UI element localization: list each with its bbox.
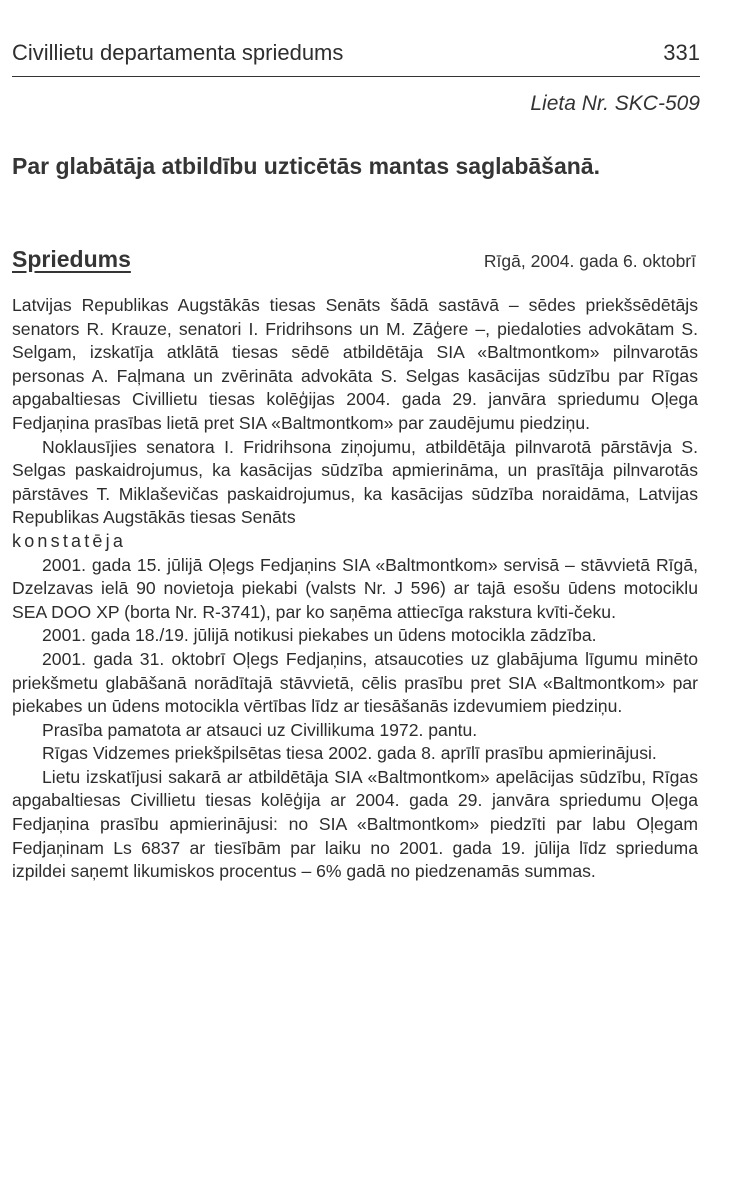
konstateja-heading: konstatēja (12, 530, 127, 551)
fact-paragraph-3: 2001. gada 31. oktobrī Oļegs Fedjaņins, atsaucoties uz glabājuma līgumu minēto priekšmetu glabāšanā norādītajā stāvvietā, cēlis prasību pret SIA «Baltmontkom» par piekabes un ūdens motocikla vērtības līdz ar tiesāšanās izdevumiem piedziņu. (12, 648, 698, 717)
running-title: Civillietu departamenta spriedums (12, 40, 344, 65)
fact-paragraph-5: Rīgas Vidzemes priekšpilsētas tiesa 2002. gada 8. aprīlī prasību apmierinājusi. (42, 743, 657, 764)
intro-paragraph: Latvijas Republikas Augstākās tiesas Senāts šādā sastāvā – sēdes priekšsēdētājs senators R. Krauze, senatori I. Fridrihsons un M. Zāģere –, piedaloties advokātam S. Selgam, izskatīja atklātā tiesas sēdē atbildētāja SIA «Baltmontkom» pilnvarotās personas A. Faļmana un zvērināta advokāta S. Selgas kasācijas sūdzību par Rīgas apgabaltiesas Civillietu tiesas kolēģijas 2004. gada 29. janvāra spriedumu Oļega Fedjaņina prasības lietā pret SIA «Baltmontkom» par zaudējumu piedziņu. (12, 295, 698, 433)
case-heading: Par glabātāja atbildību uzticētās mantas saglabāšanā. (12, 153, 600, 179)
fact-paragraph-2: 2001. gada 18./19. jūlijā notikusi piekabes un ūdens motocikla zādzība. (42, 625, 597, 646)
verdict-place-date: Rīgā, 2004. gada 6. oktobrī (483, 251, 696, 271)
running-header (12, 40, 700, 66)
header-rule (12, 76, 700, 77)
case-number: Lieta Nr. SKC-509 (530, 92, 700, 115)
verdict-row (12, 246, 696, 273)
fact-paragraph-4: Prasība pamatota ar atsauci uz Civillikuma 1972. pantu. (42, 719, 478, 740)
document-body (12, 294, 698, 884)
fact-paragraph-6: Lietu izskatījusi sakarā ar atbildētāja SIA «Baltmontkom» apelācijas sūdzību, Rīgas apgabaltiesas Civillietu tiesas kolēģija ar 2004. gada 29. janvāra spriedumu Oļega Fedjaņina prasību apmierinājusi: no SIA «Baltmontkom» piedzīti par labu Oļegam Fedjaņinam Ls 6837 ar tiesībām par laiku no 2001. gada 19. jūlija līdz sprieduma izpildei saņemt likumiskos procentus – 6% gadā no piedzenamās summas. (12, 766, 698, 882)
verdict-title: Spriedums (12, 246, 131, 272)
fact-paragraph-1: 2001. gada 15. jūlijā Oļegs Fedjaņins SIA «Baltmontkom» servisā – stāvvietā Rīgā, Dzelzavas ielā 90 novietoja piekabi (valsts Nr. J 596) ar tajā esošu ūdens motociklu SEA DOO XP (borta Nr. R-3741), par ko saņēma attiecīga rakstura kvīti-čeku. (12, 554, 698, 622)
hearing-paragraph: Noklausījies senatora I. Fridrihsona ziņojumu, atbildētāja pilnvarotā pārstāvja S. Selgas paskaidrojumus, ka kasācijas sūdzība apmierināma, un prasītāja pilnvarotās pārstāves T. Miklaševičas paskaidrojumus, ka kasācijas sūdzība noraidāma, Latvijas Republikas Augstākās tiesas Senāts (12, 436, 698, 528)
page-number: 331 (663, 40, 700, 65)
